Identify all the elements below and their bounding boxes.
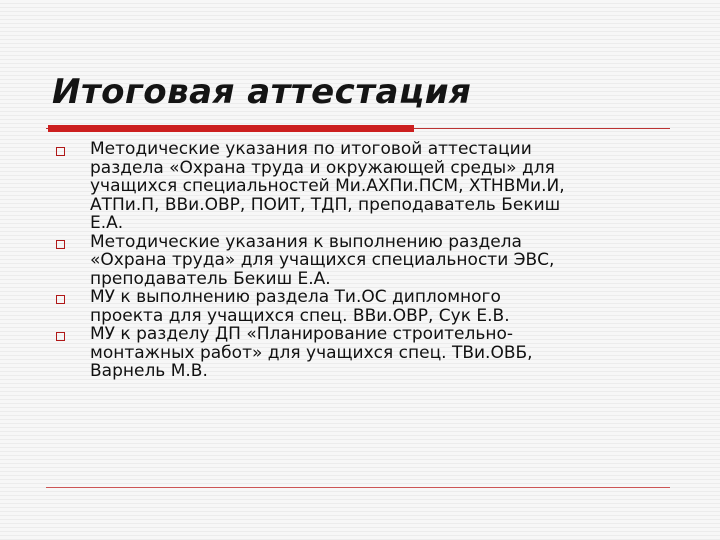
list-item-text: Методические указания к выполнению раздела «Охрана труда» для учащихся специальности ЭВС, преподаватель Бекиш Е.А. bbox=[90, 231, 555, 289]
hollow-square-bullet-icon bbox=[56, 240, 65, 249]
list-item bbox=[52, 233, 672, 289]
bullet-list bbox=[52, 140, 672, 381]
list-item bbox=[52, 140, 672, 233]
title-accent-bar bbox=[48, 125, 414, 132]
list-item bbox=[52, 288, 672, 325]
list-item-text: Методические указания по итоговой аттестации раздела «Охрана труда и окружающей среды» для учащихся специальностей Ми.АХПи.ПСМ, ХТНВМи.И, АТПи.П, ВВи.ОВР, ПОИТ, ТДП, преподаватель Бекиш Е.А. bbox=[90, 139, 565, 233]
hollow-square-bullet-icon bbox=[56, 147, 65, 156]
hollow-square-bullet-icon bbox=[56, 332, 65, 341]
list-item bbox=[52, 325, 672, 381]
footer-divider-line bbox=[46, 487, 670, 488]
hollow-square-bullet-icon bbox=[56, 295, 65, 304]
slide-title: Итоговая аттестация bbox=[52, 72, 472, 112]
list-item-text: МУ к выполнению раздела Ти.ОС дипломного проекта для учащихся спец. ВВи.ОВР, Сук Е.В. bbox=[90, 287, 510, 326]
list-item-text: МУ к разделу ДП «Планирование строительно- монтажных работ» для учащихся спец. ТВи.ОВБ, Варнель М.В. bbox=[90, 324, 533, 381]
